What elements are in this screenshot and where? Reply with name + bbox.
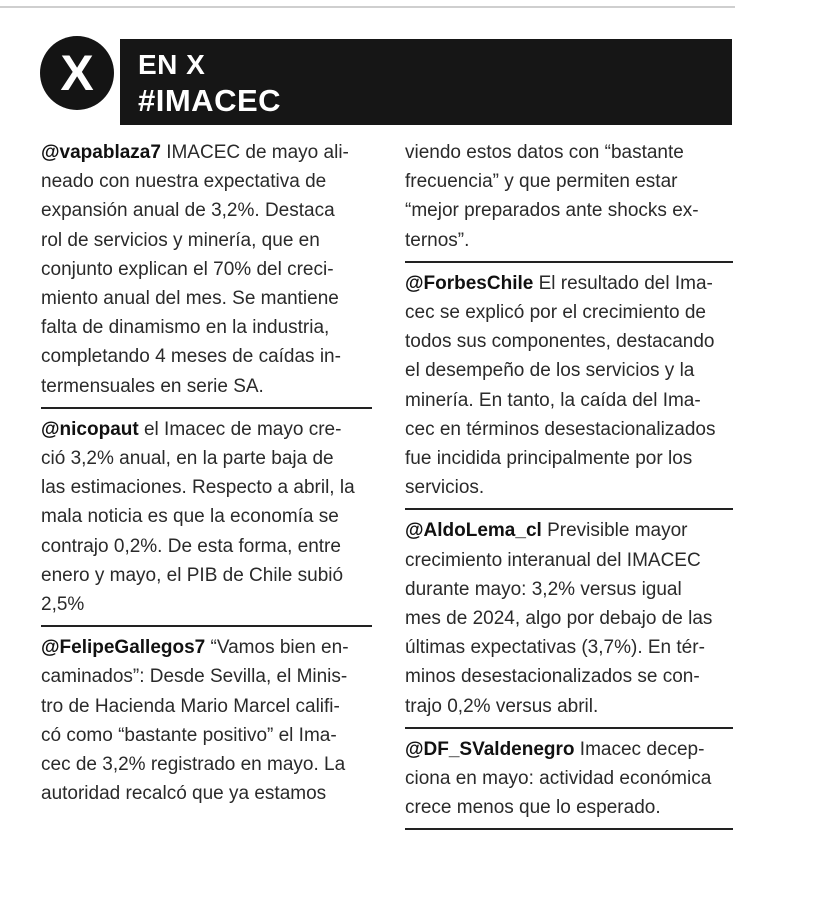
post-text-line: có como “bastante positivo” el Ima- xyxy=(41,724,337,746)
post-handle[interactable]: @DF_SValdenegro xyxy=(405,738,575,760)
post-first-line xyxy=(405,516,733,545)
post-text-line: crecimiento interanual del IMACEC xyxy=(405,549,701,571)
post-text-line: cec de 3,2% registrado en mayo. La xyxy=(41,754,346,776)
left-column xyxy=(41,138,372,808)
section-header xyxy=(120,39,732,125)
post-text-line: todos sus componentes, destacando xyxy=(405,331,715,353)
post-text-line: mes de 2024, algo por debajo de las xyxy=(405,608,713,630)
post-text-line: frecuencia” y que permiten estar xyxy=(405,171,678,193)
post-text-line: conjunto explican el 70% del creci- xyxy=(41,258,334,280)
top-divider xyxy=(0,6,735,8)
post xyxy=(41,633,372,808)
post-text-line: falta de dinamismo en la industria, xyxy=(41,317,330,339)
post-text-line: “Vamos bien en- xyxy=(205,637,349,659)
x-logo-icon: X xyxy=(40,36,114,110)
post-text-line: fue incidida principalmente por los xyxy=(405,448,693,470)
post-continuation xyxy=(405,138,733,263)
post-text-line: Imacec decep- xyxy=(574,738,705,760)
post-text-line: las estimaciones. Respecto a abril, la xyxy=(41,477,355,499)
section-title: EN X xyxy=(138,49,206,80)
post-text-line: “mejor preparados ante shocks ex- xyxy=(405,200,699,222)
post-text-line: ciona en mayo: actividad económica xyxy=(405,768,712,790)
post-handle[interactable]: @vapablaza7 xyxy=(41,142,161,163)
post-handle[interactable]: @AldoLema_cl xyxy=(405,520,542,542)
post-first-line xyxy=(41,415,372,444)
post xyxy=(405,516,733,728)
post-text-line: termensuales en serie SA. xyxy=(41,375,264,397)
post-text-line: 2,5% xyxy=(41,594,85,616)
post-text-line: cec se explicó por el crecimiento de xyxy=(405,302,706,324)
post xyxy=(41,138,372,409)
post-text-line: el Imacec de mayo cre- xyxy=(138,418,342,440)
post-text-line: minos desestacionalizados se con- xyxy=(405,666,700,688)
post-text-line: completando 4 meses de caídas in- xyxy=(41,346,341,368)
post-text-line: caminados”: Desde Sevilla, el Minis- xyxy=(41,666,348,688)
post-text-line: ció 3,2% anual, en la parte baja de xyxy=(41,448,334,470)
post-first-line xyxy=(405,735,733,764)
post-first-line xyxy=(41,138,372,167)
post-text-line: expansión anual de 3,2%. Destaca xyxy=(41,200,335,222)
section-hashtag: #IMACEC xyxy=(138,83,282,118)
post-handle[interactable]: @ForbesChile xyxy=(405,272,534,294)
post-text-line: contrajo 0,2%. De esta forma, entre xyxy=(41,535,341,557)
post-text-line: tro de Hacienda Mario Marcel califi- xyxy=(41,695,340,717)
post xyxy=(41,415,372,627)
post-text-line: rol de servicios y minería, que en xyxy=(41,229,320,251)
post-text-line: Previsible mayor xyxy=(541,520,688,542)
post-text-line: neado con nuestra expectativa de xyxy=(41,171,327,193)
post-text-line: ternos”. xyxy=(405,229,470,251)
post-text-line: últimas expectativas (3,7%). En tér- xyxy=(405,637,705,659)
post xyxy=(405,735,733,831)
post-text-line: El resultado del Ima- xyxy=(533,272,713,294)
post-text-line: crece menos que lo esperado. xyxy=(405,797,661,819)
post-text-line: mala noticia es que la economía se xyxy=(41,506,339,528)
post-text-line: autoridad recalcó que ya estamos xyxy=(41,783,327,805)
post-first-line xyxy=(405,269,733,298)
post-text-line: IMACEC de mayo ali- xyxy=(160,142,349,163)
post-first-line xyxy=(41,633,372,662)
post-text-line: miento anual del mes. Se mantiene xyxy=(41,288,339,310)
post-handle[interactable]: @nicopaut xyxy=(41,418,139,440)
post-text-line: viendo estos datos con “bastante xyxy=(405,142,684,163)
right-column xyxy=(405,138,733,836)
post-text-line: el desempeño de los servicios y la xyxy=(405,360,695,382)
post-text-line: enero y mayo, el PIB de Chile subió xyxy=(41,564,344,586)
post-handle[interactable]: @FelipeGallegos7 xyxy=(41,637,206,659)
post-text-line: trajo 0,2% versus abril. xyxy=(405,695,599,717)
post xyxy=(405,269,733,511)
post-text-line: cec en términos desestacionalizados xyxy=(405,418,716,440)
post-text-line: servicios. xyxy=(405,477,485,499)
post-text-line: minería. En tanto, la caída del Ima- xyxy=(405,389,701,411)
post-text-line: durante mayo: 3,2% versus igual xyxy=(405,578,682,600)
